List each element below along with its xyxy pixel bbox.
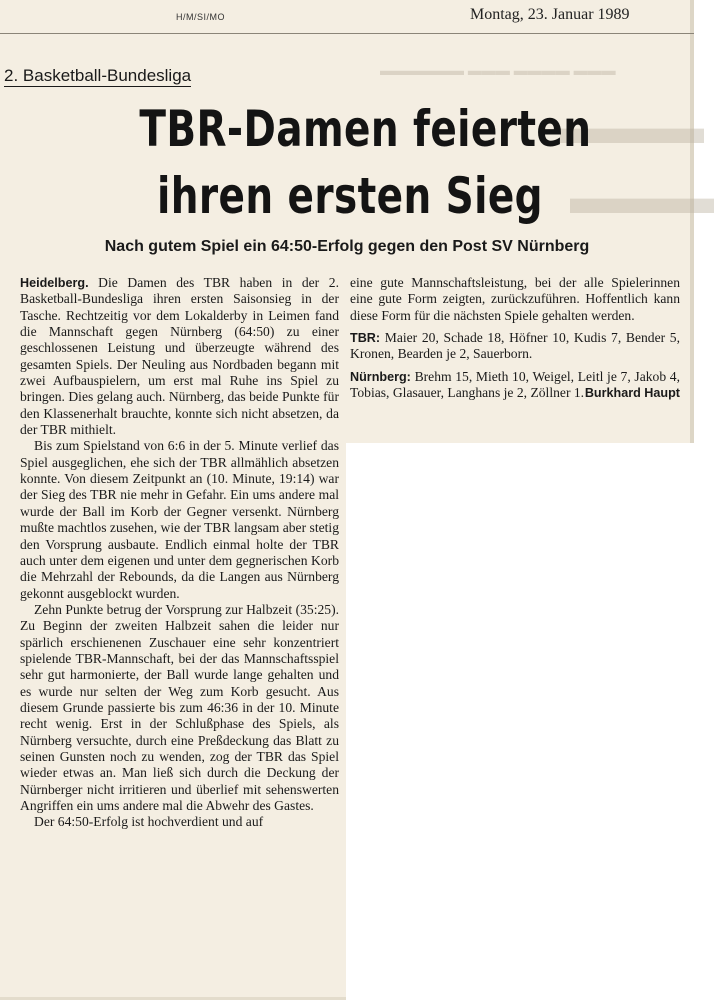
bleed-through-text: ▬▬▬ ▬▬▬▬ ▬▬▬ ▬▬▬▬▬▬ bbox=[380, 62, 616, 78]
paragraph: eine gute Mannschaftsleistung, bei der alle Spielerinnen eine gute Form zeigten, zurückzuführen. Hoffentlich kann diese Form für die nächsten Spiele gehalten werden. bbox=[350, 275, 680, 323]
headline-line-2: ihren ersten Sieg bbox=[157, 167, 543, 225]
paragraph: Zehn Punkte betrug der Vorsprung zur Halbzeit (35:25). Zu Beginn der zweiten Halbzeit sahen die leider nur spärlich erschienenen Zuschauer eine sehr konzentriert spielende TBR-Mannschaft, bei der das Mannschaftsspiel sehr gut harmonierte, der Ball wurde lange gehalten und es wurde nur selten der Weg zum Korb gesucht. Aus diesem Grunde passierte bis zum 46:36 in der 10. Minute recht wenig. Erst in der Schlußphase des Spiels, als Nürnberg versuchte, durch eine Preßdeckung das Blatt zu seinen Gunsten noch zu wenden, zog der TBR das Spiel wieder etwas an. Man ließ sich durch die Deckung der Nürnberger nicht irritieren und überlief mit sehenswerten Angriffen ein ums andere mal die Abwehr des Gastes. bbox=[20, 601, 339, 813]
lineup-tbr: TBR: Maier 20, Schade 18, Höfner 10, Kudis 7, Bender 5, Kronen, Bearden je 2, Sauerborn. bbox=[350, 330, 680, 362]
paragraph: Bis zum Spielstand von 6:6 in der 5. Minute verlief das Spiel ausgeglichen, ehe sich der TBR allmählich absetzen konnte. Von diesem Zeitpunkt an (10. Minute, 19:14) war der Sieg des TBR nie mehr in Gefahr. Ein ums andere mal wurde der Ball im Korb der Gegner versenkt. Nürnberg mußte machtlos zusehen, wie der TBR langsam aber stetig den Vorsprung ausbaute. Endlich einmal holte der TBR auch unter dem eigenen und unter dem gegnerischen Korb die Mehrzahl der Rebounds, da die Langen aus Nürnberg gekonnt ausgeblockt wurden. bbox=[20, 438, 339, 601]
article-column-right bbox=[350, 275, 680, 402]
section-kicker: 2. Basketball-Bundesliga bbox=[4, 66, 192, 85]
author-byline: Burkhard Haupt bbox=[584, 386, 680, 401]
paragraph: Heidelberg. Die Damen des TBR haben in der 2. Basketball-Bundesliga ihren ersten Saisonsieg in der Tasche. Rechtzeitig vor dem Lokalderby in Leimen fand die Mannschaft gegen Nürnberg (64:50) zu einer geschlossenen Leistung und überzeugte während des gesamten Spiels. Der Neuling aus Nordbaden begann mit zwei Aufbauspielern, um erst mal Ruhe ins Spiel zu bringen. Dies gelang auch. Nürnberg, das beide Punkte für den Klassenerhalt brauchte, konnte sich nicht absetzen, da der TBR mithielt. bbox=[20, 275, 339, 438]
section-code: H/M/SI/MO bbox=[176, 12, 225, 22]
publication-date: Montag, 23. Januar 1989 bbox=[470, 6, 630, 23]
blank-area bbox=[346, 443, 694, 1000]
top-rule bbox=[0, 33, 694, 34]
article-column-left bbox=[20, 275, 339, 831]
lineup-nuernberg: Nürnberg: Brehm 15, Mieth 10, Weigel, Leitl je 7, Jakob 4, Tobias, Glasauer, Langhans je 2, Zöllner 1. bbox=[350, 368, 680, 401]
headline-line-1: TBR-Damen feierten bbox=[139, 100, 592, 158]
bleed-through-text: ▬▬▬ bbox=[570, 171, 714, 224]
subheadline: Nach gutem Spiel ein 64:50-Erfolg gegen den Post SV Nürnberg bbox=[104, 238, 590, 255]
paragraph: Der 64:50-Erfolg ist hochverdient und auf bbox=[34, 814, 264, 830]
bleed-through-text: ▬▬▬ bbox=[560, 101, 704, 154]
dateline: Heidelberg. bbox=[20, 276, 89, 290]
